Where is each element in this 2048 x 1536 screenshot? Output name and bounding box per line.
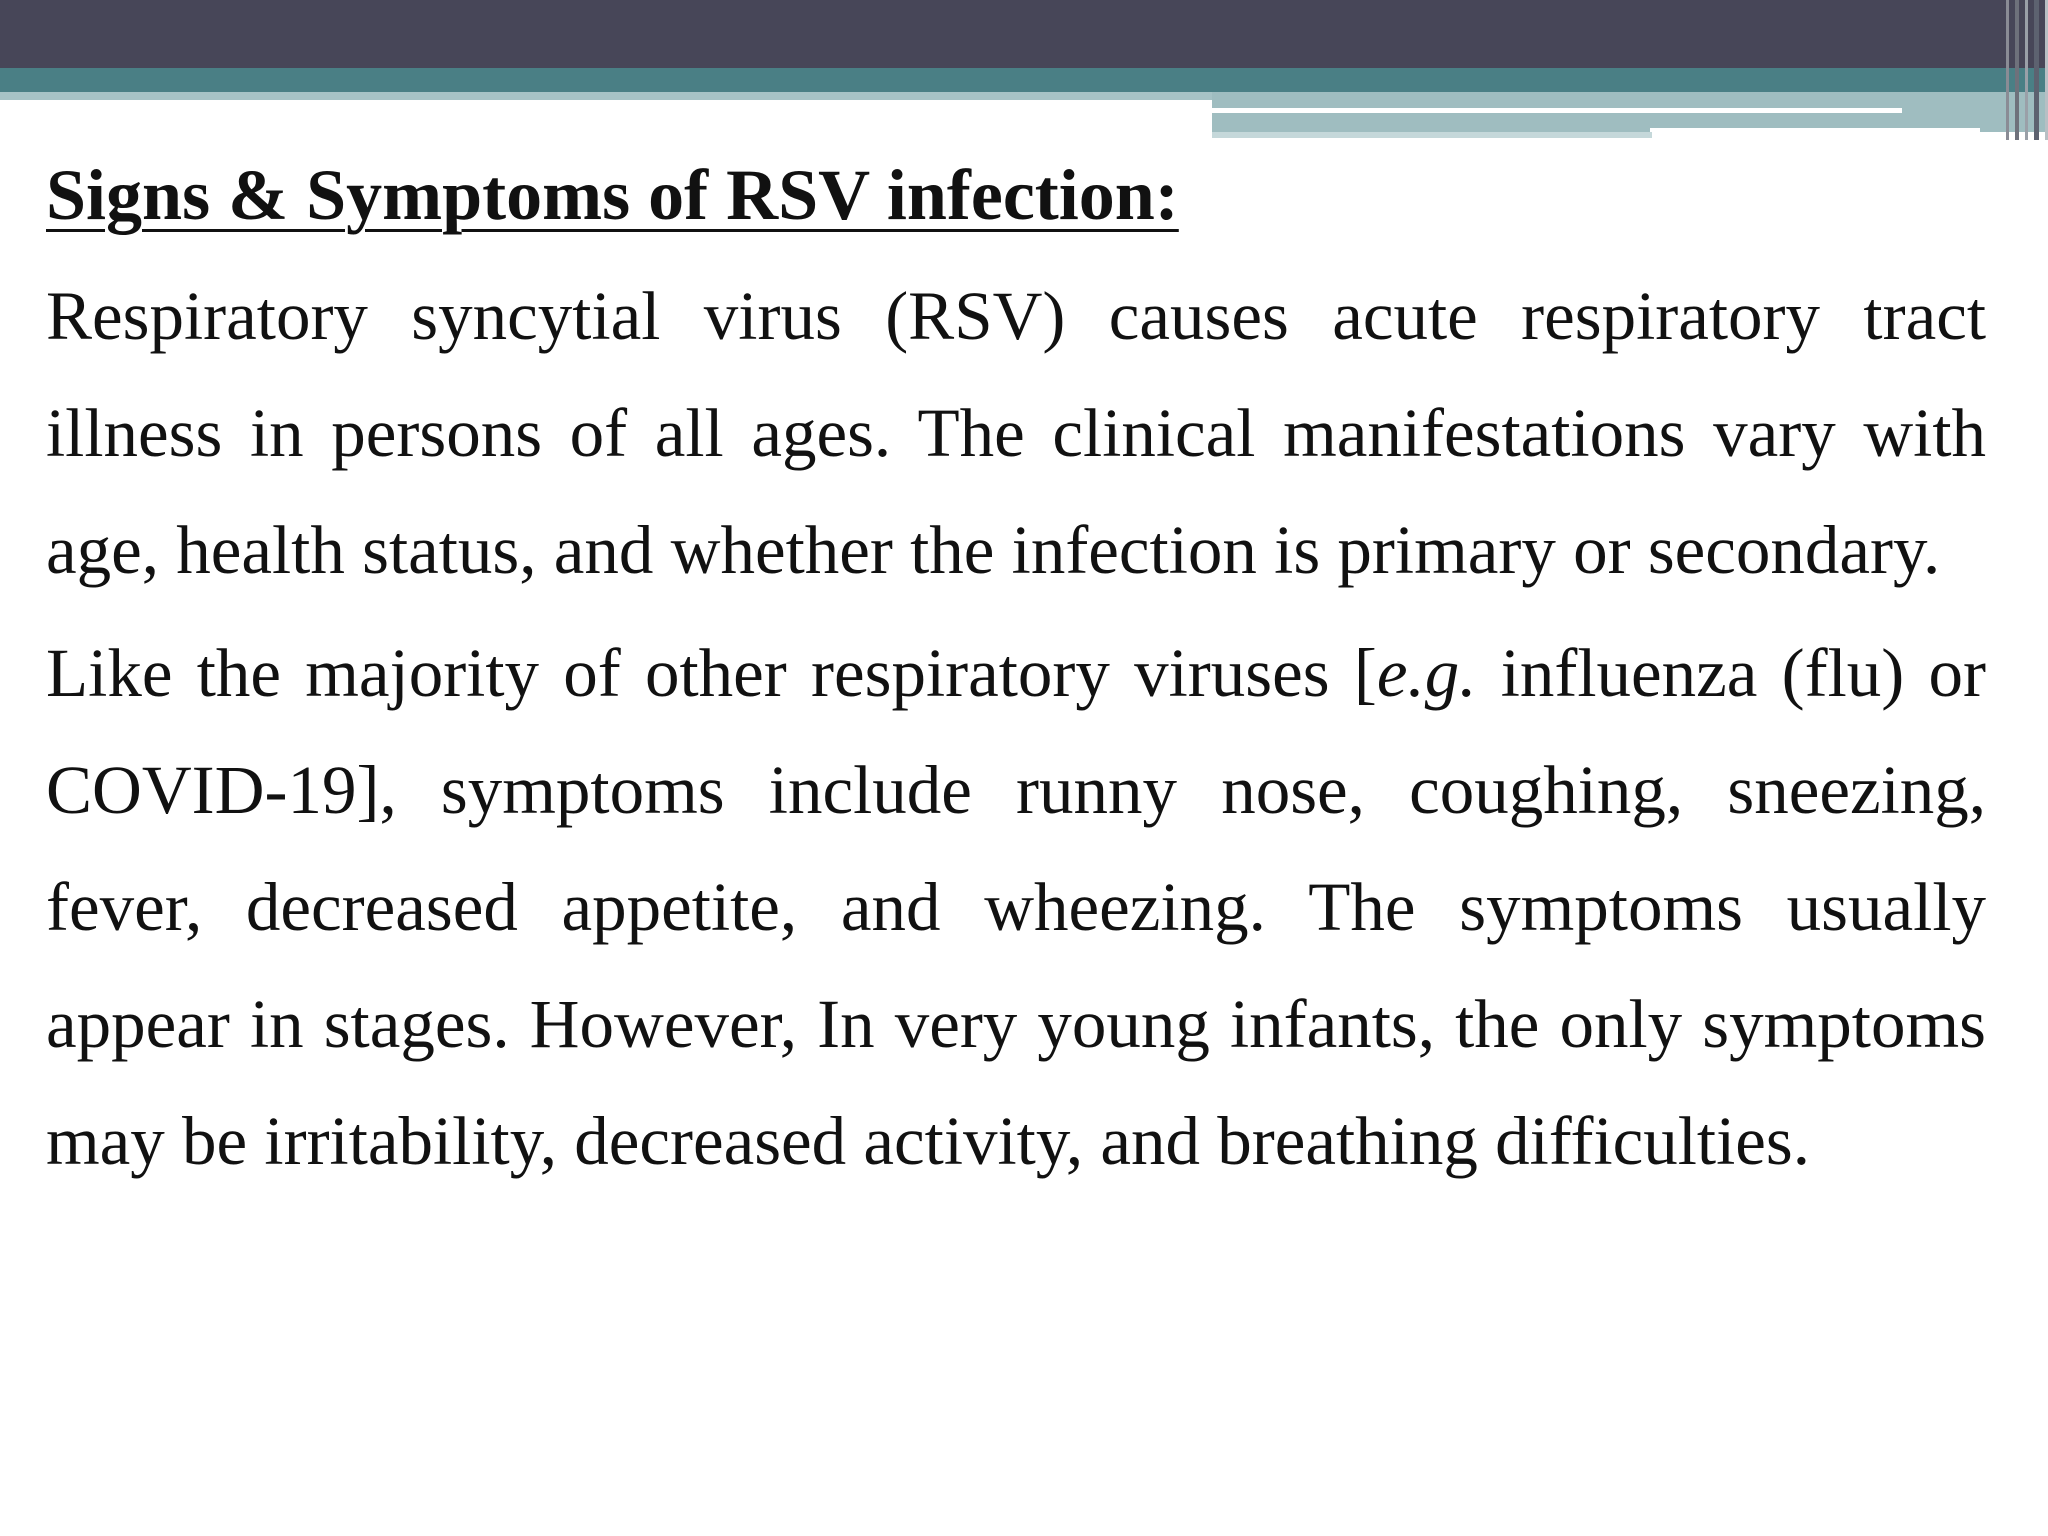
paragraph-intro: Respiratory syncytial virus (RSV) causes acute respiratory tract illness in persons of all ages. The clinical manifestations vary with age, health status, and whether the infection is primary or secondary.	[46, 278, 1986, 588]
edge-stripe	[2025, 0, 2028, 140]
paragraph-symptoms	[46, 615, 1986, 1200]
header-band-teal	[0, 68, 2048, 92]
edge-stripe	[2034, 0, 2039, 140]
slide-content	[46, 150, 1986, 1200]
header-accent-line	[1650, 128, 1980, 133]
paragraph-symptoms-text: Like the majority of other respiratory viruses [e.g. influenza (flu) or COVID-19], symptoms include runny nose, coughing, sneezing, fever, decreased appetite, and wheezing. The symptoms usually appear in stages. However, In very young infants, the only symptoms may be irritability, decreased activity, and breathing difficulties.	[46, 635, 1987, 1179]
header-band-light-left	[0, 92, 1212, 100]
edge-stripes	[1986, 0, 2048, 140]
header-band-fade	[1212, 132, 1652, 138]
header-band-dark	[0, 0, 2048, 68]
header-accent-line	[1212, 108, 1902, 113]
edge-stripe	[2006, 0, 2009, 140]
edge-stripe	[2015, 0, 2019, 140]
slide-title: Signs & Symptoms of RSV infection:	[46, 155, 1179, 235]
